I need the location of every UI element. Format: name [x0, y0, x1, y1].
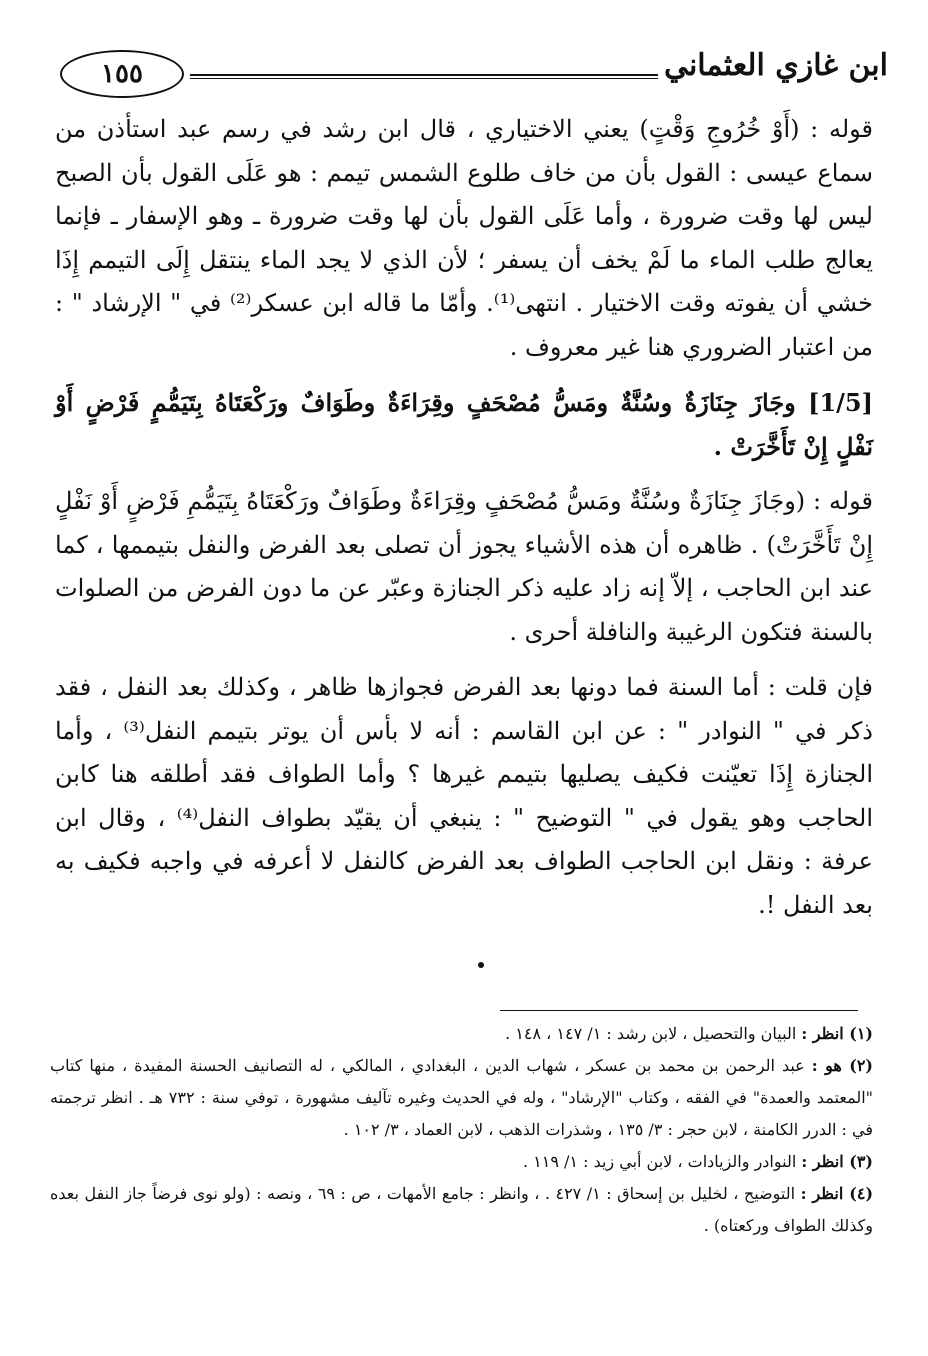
- footnotes: [50, 1018, 873, 1242]
- running-header: [40, 40, 888, 100]
- footnote-text: البيان والتحصيل ، لابن رشد : ١/ ١٤٧ ، ١٤٨ .: [505, 1024, 802, 1043]
- footnote-rule: [500, 1010, 858, 1011]
- footnote-label: (٢) هو :: [811, 1056, 873, 1075]
- page-number: ١٥٥: [60, 50, 184, 98]
- footnote-1: [50, 1018, 873, 1050]
- separator-dot: [478, 962, 484, 968]
- header-rule: [190, 74, 658, 79]
- footnote-text: التوضيح ، لخليل بن إسحاق : ١/ ٤٢٧ . ، وانظر : جامع الأمهات ، ص : ٦٩ ، ونصه : (ولو نوى فرضاً جاز النفل بعده وكذلك الطواف وركعتاه) .: [50, 1184, 873, 1235]
- footnote-label: (٤) انظر :: [800, 1184, 874, 1203]
- footnote-2: [50, 1050, 873, 1146]
- footnote-label: (٣) انظر :: [801, 1152, 873, 1171]
- running-title: ابن غازي العثماني: [663, 48, 888, 83]
- paragraph-commentary-2: قوله : (وجَازَ جِنَازَةٌ وسُنَّةٌ ومَسُّ مُصْحَفٍ وقِرَاءَةٌ وطَوَافٌ ورَكْعَتَاهُ بِتَيَمُّمِ فَرْضٍ أَوْ نَفْلٍ إِنْ تَأَخَّرَتْ) . ظاهره أن هذه الأشياء يجوز أن تصلى بعد الفرض والنفل بتيممها ، كما عند ابن الحاجب ، إلاّ إنه زاد عليه ذكر الجنازة وعبّر عن ما دون الفرض من الصلوات بالسنة فتكون الرغيبة والنافلة أحرى .: [55, 487, 873, 646]
- footnote-label: (١) انظر :: [801, 1024, 873, 1043]
- main-text: [55, 108, 873, 939]
- paragraph-commentary-3: فإن قلت : أما السنة فما دونها بعد الفرض فجوازها ظاهر ، وكذلك بعد النفل ، فقد ذكر في " النوادر " : عن ابن القاسم : أنه لا بأس أن يوتر بتيمم النفل⁽³⁾ ، وأما الجنازة إِذَا تعيّنت فكيف يصليها بتيمم غيرها ؟ وأما الطواف فقد أطلقه هنا كابن الحاجب وهو يقول في " التوضيح " : ينبغي أن يقيّد بطواف النفل⁽⁴⁾ ، وقال ابن عرفة : ونقل ابن الحاجب الطواف بعد الفرض كالنفل لا أعرفه في واجبه فكيف به بعد النفل !.: [55, 673, 873, 919]
- matn-text: [1/5] وجَازَ جِنَازَةٌ وسُنَّةٌ ومَسُّ مُصْحَفٍ وقِرَاءَةٌ وطَوَافٌ ورَكْعَتَاهُ بِتَيَمُّمٍ فَرْضٍ أَوْ نَفْلٍ إِنْ تَأَخَّرَتْ .: [55, 388, 873, 461]
- paragraph-commentary-1: قوله : (أَوْ خُرُوجِ وَقْتٍ) يعني الاختياري ، قال ابن رشد في رسم عبد استأذن من سماع عيسى : القول بأن من خاف طلوع الشمس تيمم : هو عَلَى القول بأن الصبح ليس لها وقت ضرورة ، وأما عَلَى القول بأن لها وقت ضرورة ـ وهو الإسفار ـ فإنما يعالج طلب الماء ما لَمْ يخف أن يسفر ؛ لأن الذي لا يجد الماء ينتقل إِلَى التيمم إِذَا خشي أن يفوته وقت الاختيار . انتهى⁽¹⁾. وأمّا ما قاله ابن عسكر⁽²⁾ في " الإرشاد " : من اعتبار الضروري هنا غير معروف .: [55, 115, 874, 361]
- footnote-text: عبد الرحمن بن محمد بن عسكر ، شهاب الدين ، البغدادي ، المالكي ، له التصانيف الحسنة المفيدة ، منها كتاب "المعتمد والعمدة" في الفقه ، وكتاب "الإرشاد" ، وله في الحديث وغيره تآليف مشهورة ، توفي سنة : ٧٣٢ هـ . انظر ترجمته في : الدرر الكامنة ، لابن حجر : ٣/ ١٣٥ ، وشذرات الذهب ، لابن العماد ، ٣/ ١٠٢ .: [50, 1056, 874, 1139]
- footnote-text: النوادر والزيادات ، لابن أبي زيد : ١/ ١١٩ .: [522, 1152, 802, 1171]
- footnote-3: [50, 1146, 873, 1178]
- footnote-4: [50, 1178, 873, 1242]
